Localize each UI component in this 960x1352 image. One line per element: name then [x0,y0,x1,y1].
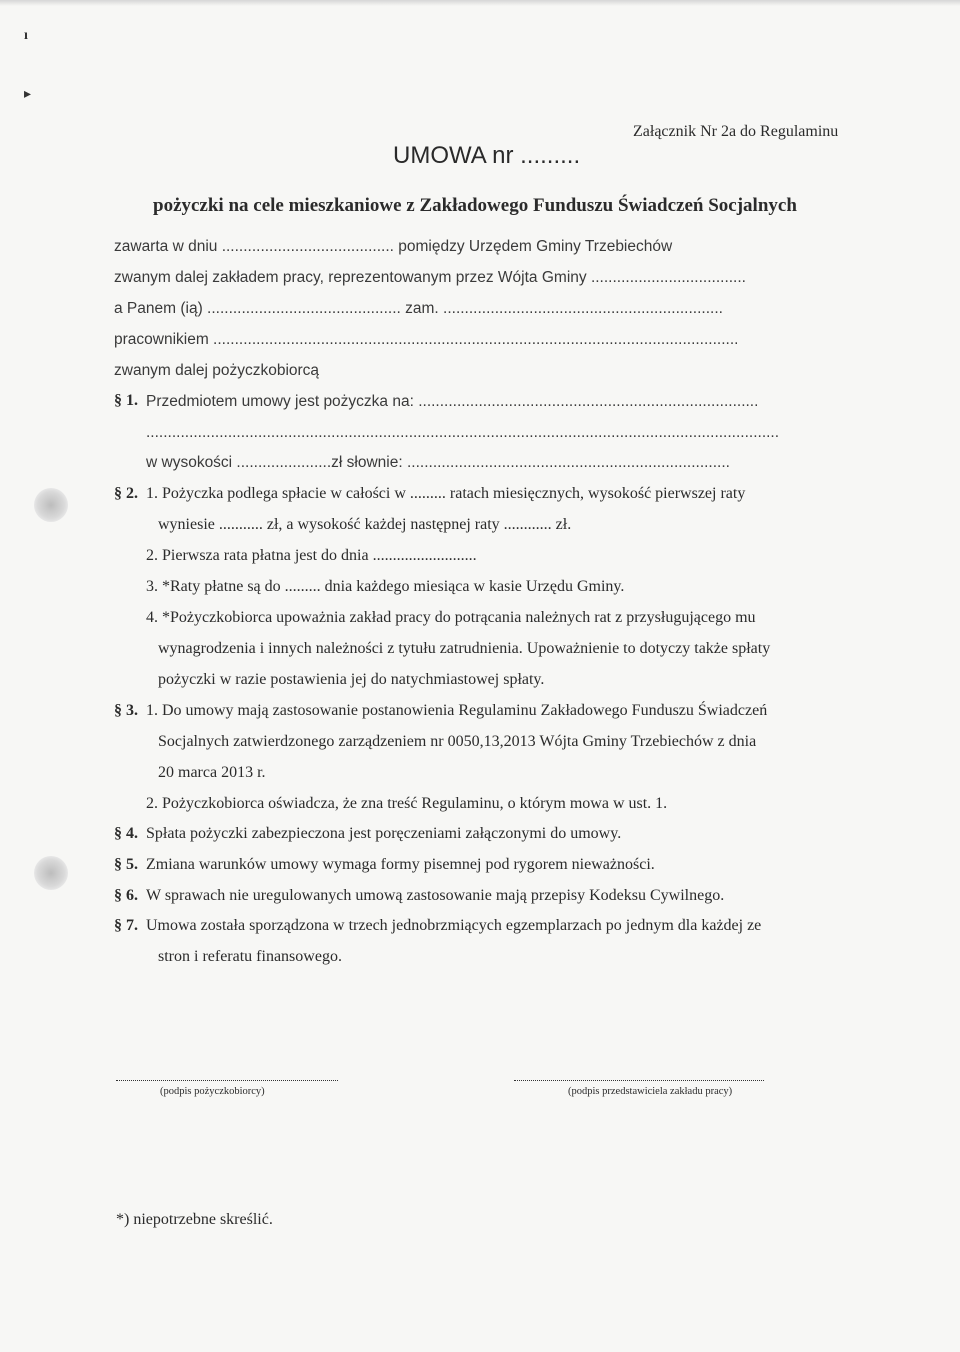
document-subtitle: pożyczki na cele mieszkaniowe z Zakładowego Funduszu Świadczeń Socjalnych [153,195,797,216]
section-7-number: § 7. [114,917,138,934]
scan-speck: ▸ [24,87,32,102]
punch-hole [34,856,68,890]
section-3-line: 2. Pożyczkobiorca oświadcza, że zna treść Regulaminu, o którym mowa w ust. 1. [146,795,668,812]
punch-hole [34,488,68,522]
signature-line-left [116,1080,338,1081]
section-6-number: § 6. [114,887,138,904]
parties-line: zawarta w dniu ........................................ pomiędzy Urzędem Gminy Trzebiechów [114,238,673,255]
signature-caption-left: (podpis pożyczkobiorcy) [160,1086,265,1097]
section-7-line: stron i referatu finansowego. [158,948,342,965]
parties-line: zwanym dalej pożyczkobiorcą [114,362,320,379]
section-7-line: Umowa została sporządzona w trzech jednobrzmiących egzemplarzach po jednym dla każdej ze [146,917,762,934]
section-1-number: § 1. [114,392,138,409]
signature-caption-right: (podpis przedstawiciela zakładu pracy) [568,1086,733,1097]
section-1-line: Przedmiotem umowy jest pożyczka na: ............................................................................... [146,393,759,410]
section-2-line: pożyczki w razie postawienia jej do natychmiastowej spłaty. [158,671,545,688]
section-2-number: § 2. [114,485,138,502]
section-2-line: wynagrodzenia i innych należności z tytułu zatrudnienia. Upoważnienie to dotyczy także spłaty [158,640,771,657]
scan-top-edge [0,0,960,6]
signature-line-right [514,1080,764,1081]
section-2-line: wyniesie ........... zł, a wysokość każdej następnej raty ............ zł. [158,516,572,533]
section-3-line: Socjalnych zatwierdzonego zarządzeniem nr 0050,13,2013 Wójta Gminy Trzebiechów z dnia [158,733,757,750]
section-2-line: 3. *Raty płatne są do ......... dnia każdego miesiąca w kasie Urzędu Gminy. [146,578,625,595]
scan-speck: ı [24,28,28,43]
section-2-line: 4. *Pożyczkobiorca upoważnia zakład pracy do potrącania należnych rat z przysługującego mu [146,609,756,626]
section-3-line: 20 marca 2013 r. [158,764,266,781]
section-2-line: 1. Pożyczka podlega spłacie w całości w ......... ratach miesięcznych, wysokość pierwszej raty [146,485,746,502]
document-title: UMOWA nr ......... [393,142,581,169]
parties-line: zwanym dalej zakładem pracy, reprezentowanym przez Wójta Gminy .................................... [114,269,746,286]
section-6-text: W sprawach nie uregulowanych umową zastosowanie mają przepisy Kodeksu Cywilnego. [146,887,725,904]
section-4-text: Spłata pożyczki zabezpieczona jest poręczeniami załączonymi do umowy. [146,825,622,842]
section-5-text: Zmiana warunków umowy wymaga formy pisemnej pod rygorem nieważności. [146,856,655,873]
section-3-line: 1. Do umowy mają zastosowanie postanowienia Regulaminu Zakładowego Funduszu Świadczeń [146,702,768,719]
parties-line: a Panem (ią) ............................................. zam. ................................................................. [114,300,723,317]
section-1-line: w wysokości ......................zł słownie: ........................................................................... [146,454,730,471]
section-3-number: § 3. [114,702,138,719]
footnote: *) niepotrzebne skreślić. [116,1211,273,1228]
section-5-number: § 5. [114,856,138,873]
section-4-number: § 4. [114,825,138,842]
section-1-line: ................................................................................................................................................... [146,424,780,441]
section-2-line: 2. Pierwsza rata płatna jest do dnia .......................... [146,547,477,564]
parties-line: pracownikiem .......................................................................................................................... [114,331,739,348]
annex-label: Załącznik Nr 2a do Regulaminu [633,123,839,140]
